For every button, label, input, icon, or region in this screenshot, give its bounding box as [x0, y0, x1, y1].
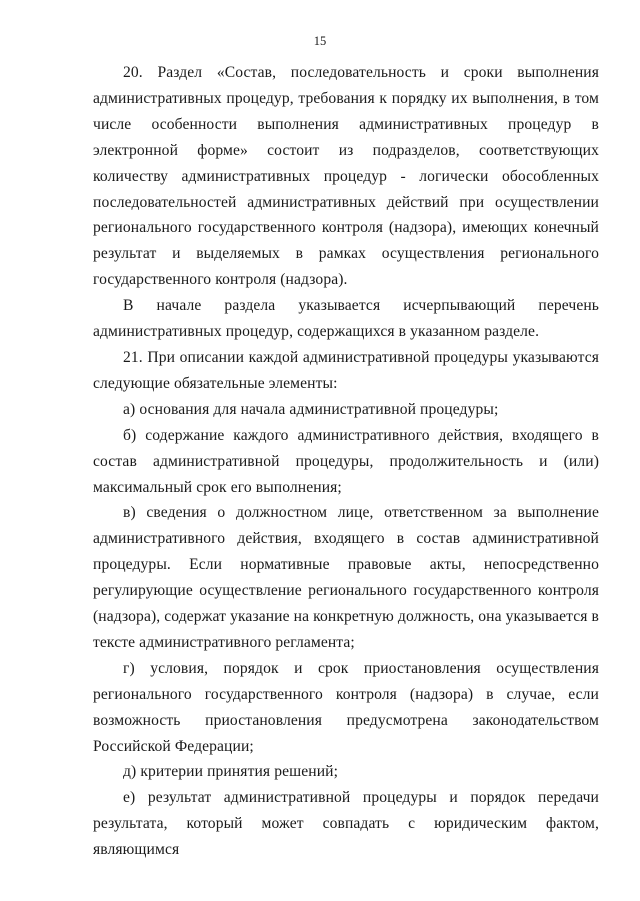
list-item-v: в) сведения о должностном лице, ответственном за выполнение административного действия, входящего в состав административной процедуры. Если нормативные правовые акты, непосредственно регулирующие осуществление регионального государственного контроля (надзора), содержат указание на конкретную должность, она указывается в тексте административного регламента;: [93, 504, 599, 651]
list-item-b: б) содержание каждого административного действия, входящего в состав административной процедуры, продолжительность и (или) максимальный срок его выполнения;: [93, 426, 599, 496]
paragraph-20: 20. Раздел «Состав, последовательность и сроки выполнения административных процедур, требования к порядку их выполнения, в том числе особенности выполнения административных процедур в электронной форме» состоит из подразделов, соответствующих количеству административных процедур - логически обособленных последовательностей административных действий при осуществлении регионального государственного контроля (надзора), имеющих конечный результат и выделяемых в рамках осуществления регионального государственного контроля (надзора).: [93, 64, 599, 289]
list-item-e: е) результат административной процедуры и порядок передачи результата, который может совпадать с юридическим фактом, являющимся: [93, 789, 599, 859]
list-item-g: г) условия, порядок и срок приостановления осуществления регионального государственного контроля (надзора) в случае, если возможность приостановления предусмотрена законодательством Российской Федерации;: [93, 659, 599, 755]
paragraph-21: 21. При описании каждой административной процедуры указываются следующие обязательные элементы:: [93, 348, 599, 392]
page-number: 15: [313, 34, 327, 48]
document-body: [93, 60, 599, 863]
list-item-a: а) основания для начала административной процедуры;: [123, 400, 499, 418]
paragraph-section-intro: В начале раздела указывается исчерпывающий перечень административных процедур, содержащихся в указанном разделе.: [93, 297, 599, 341]
list-item-d: д) критерии принятия решений;: [123, 763, 339, 781]
